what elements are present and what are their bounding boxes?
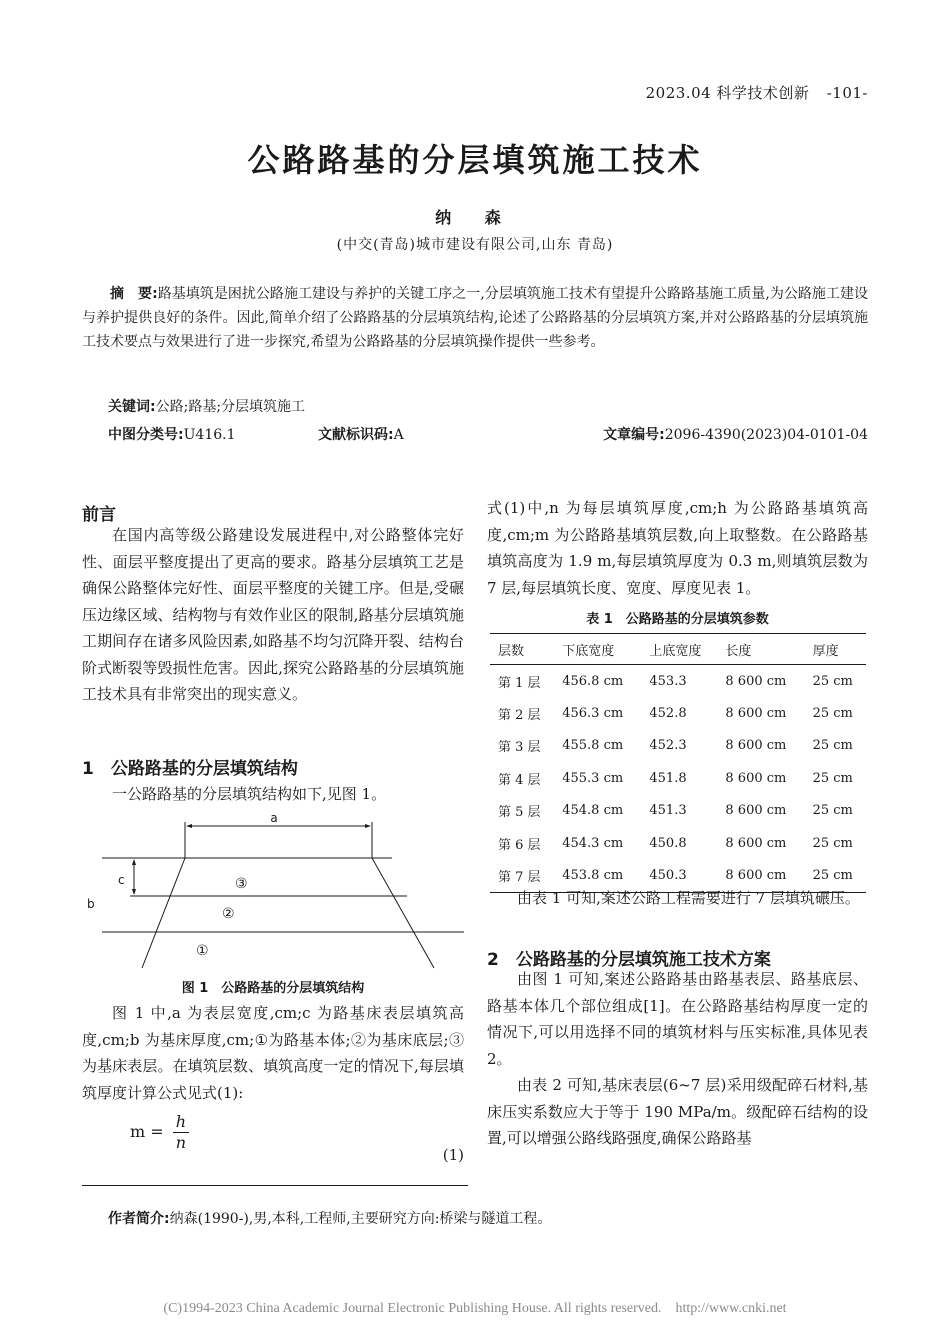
table-cell: 451.8 (649, 770, 687, 786)
table-cell: 456.3 cm (562, 706, 624, 722)
table-cell: 25 cm (812, 770, 853, 786)
table-cell: 第 7 层 (490, 859, 554, 892)
clc-label: 中图分类号: (108, 427, 184, 443)
keywords (108, 396, 305, 416)
table-cell: 第 2 层 (498, 708, 541, 724)
formula (130, 1112, 189, 1153)
table-cell: 8 600 cm (725, 770, 787, 786)
table-cell: 8 600 cm (725, 803, 787, 819)
table-cell: 452.8 (649, 706, 687, 722)
table-cell: 454.8 cm (562, 803, 624, 819)
page-header (646, 82, 868, 103)
table-cell: 8 600 cm (725, 706, 787, 722)
doc-code-label: 文献标识码: (318, 427, 394, 443)
table-cell: 25 cm (812, 835, 853, 851)
layer-parameter-table (490, 633, 866, 893)
table-summary: 由表 1 可知,案述公路工程需要进行 7 层填筑碾压。 (517, 889, 860, 907)
abstract-label: 摘 要: (110, 286, 158, 302)
label-layer-2: ② (222, 906, 235, 922)
arrow-a-left (186, 824, 192, 828)
table-caption: 表 1 公路路基的分层填筑参数 (586, 612, 769, 627)
keywords-value: 公路;路基;分层填筑施工 (155, 399, 306, 415)
section2-body (487, 966, 868, 1152)
doc-code-value: A (393, 427, 404, 443)
section2-paragraph-2: 由表 2 可知,基床表层(6~7 层)采用级配碎石材料,基床压实系数应大于等于 190 MPa/m。级配碎石结构的设置,可以增强公路线路强度,确保公路路基 (487, 1076, 868, 1147)
table-cell: 8 600 cm (717, 859, 804, 892)
table-cell: 第 6 层 (498, 837, 541, 853)
slope-left (142, 858, 185, 968)
table-cell: 450.8 (649, 835, 687, 851)
arrow-c-bottom (132, 889, 136, 895)
author-bio (108, 1208, 551, 1228)
table-row (490, 665, 866, 698)
paper-title: 公路路基的分层填筑施工技术 (247, 141, 703, 179)
formula-explanation: 式(1)中,n 为每层填筑厚度,cm;h 为公路路基填筑高度,cm;m 为公路路基填筑层数,向上取整数。在公路路基填筑高度为 1.9 m,每层填筑厚度为 0.3 m,则填筑层数为 7 层,每层填筑长度、宽度、厚度见表 1。 (487, 499, 868, 597)
abstract (82, 282, 868, 354)
table-cell: 452.3 (649, 738, 687, 754)
figure-caption: 图 1 公路路基的分层填筑结构 (181, 981, 365, 996)
table-cell: 25 cm (812, 706, 853, 722)
table-cell: 8 600 cm (725, 673, 787, 689)
table-cell: 454.3 cm (562, 835, 624, 851)
arrow-a-right (365, 824, 371, 828)
table-cell: 8 600 cm (725, 835, 787, 851)
table-cell: 第 1 层 (498, 675, 541, 691)
formula-lhs: m = (130, 1122, 164, 1141)
roadbed-structure-figure (82, 808, 464, 973)
journal-issue: 2023.04 科学技术创新 (645, 84, 810, 102)
page-number: -101- (826, 84, 868, 102)
table-cell: 25 cm (812, 738, 853, 754)
label-layer-3: ③ (235, 876, 248, 892)
table-cell: 451.3 (649, 803, 687, 819)
table-cell: 456.8 cm (562, 673, 624, 689)
formula-denominator: n (175, 1133, 187, 1152)
table-cell: 8 600 cm (725, 738, 787, 754)
intro-paragraph: 在国内高等级公路建设发展进程中,对公路整体完好性、面层平整度提出了更高的要求。路基分层填筑工艺是确保公路整体完好性、面层平整度的关键工序。但是,受碾压边缘区域、结构物与有效作业区的限制,路基分层填筑施工期间存在诸多风险因素,如路基不均匀沉降开裂、结构台阶式断裂等毁损性危害。因此,探究公路路基的分层填筑施工技术具有非常突出的现实意义。 (82, 526, 464, 703)
table-cell: 25 cm (805, 859, 866, 892)
table-cell: 455.3 cm (562, 770, 624, 786)
table-cell: 25 cm (812, 803, 853, 819)
section2-paragraph-1: 由图 1 可知,案述公路路基由路基表层、路基底层、路基本体几个部位组成[1]。在公路路基结构厚度一定的情况下,可以用选择不同的填筑材料与压实标准,具体见表 2。 (487, 970, 868, 1068)
author-bio-label: 作者简介: (108, 1211, 170, 1227)
clc-value: U416.1 (183, 427, 236, 443)
table-cell: 450.3 (641, 859, 717, 892)
article-number-value: 2096-4390(2023)04-0101-04 (664, 427, 868, 443)
table-row (490, 697, 866, 729)
table-header: 下底宽度 (554, 634, 641, 665)
formula-fraction (173, 1112, 189, 1153)
formula-number: (1) (442, 1146, 464, 1164)
table-row (490, 762, 866, 794)
keywords-label: 关键词: (108, 399, 156, 415)
section1-paragraph: 一公路路基的分层填筑结构如下,见图 1。 (112, 785, 387, 803)
slope-right (372, 858, 434, 968)
abstract-text: 路基填筑是困扰公路施工建设与养护的关键工序之一,分层填筑施工技术有望提升公路路基施工质量,为公路施工建设与养护提供良好的条件。因此,简单介绍了公路路基的分层填筑结构,论述了公路路基的分层填筑方案,并对公路路基的分层填筑施工技术要点与效果进行了进一步探究,希望为公路路基的分层填筑操作提供一些参考。 (82, 286, 868, 350)
table-cell: 453.8 cm (554, 859, 641, 892)
label-layer-1: ① (196, 943, 209, 959)
author-affiliation: (中交(青岛)城市建设有限公司,山东 青岛) (336, 237, 614, 253)
table-cell: 第 4 层 (498, 772, 541, 788)
table-cell: 25 cm (812, 673, 853, 689)
table-cell: 第 3 层 (498, 740, 541, 756)
label-c: c (118, 873, 125, 887)
copyright-notice: (C)1994-2023 China Academic Journal Electronic Publishing House. All rights reserved. http://www.cnki.net (163, 1301, 787, 1316)
table-header: 厚度 (805, 634, 866, 665)
table-header: 长度 (717, 634, 804, 665)
arrow-c-top (132, 859, 136, 865)
author-name: 纳 森 (435, 208, 515, 227)
table-header-row (490, 634, 866, 665)
formula-numerator: h (173, 1112, 189, 1133)
label-b: b (87, 897, 95, 911)
article-number (603, 424, 868, 444)
article-number-label: 文章编号: (603, 427, 665, 443)
table-header: 层数 (490, 634, 554, 665)
clc-number (108, 424, 236, 444)
document-code (318, 424, 404, 444)
table-cell: 453.3 (649, 673, 687, 689)
table-header: 上底宽度 (641, 634, 717, 665)
footnote-rule (82, 1185, 468, 1186)
figure-description: 图 1 中,a 为表层宽度,cm;c 为路基床表层填筑高度,cm;b 为基床厚度,cm;①为路基本体;②为基床底层;③为基床表层。在填筑层数、填筑高度一定的情况下,每层填筑厚度计算公式见式(1): (82, 1004, 464, 1102)
section1-heading: 1 公路路基的分层填筑结构 (82, 759, 298, 779)
intro-heading: 前言 (82, 505, 116, 525)
table-cell: 455.8 cm (562, 738, 624, 754)
author-bio-text: 纳森(1990-),男,本科,工程师,主要研究方向:桥梁与隧道工程。 (169, 1211, 552, 1227)
section2-heading: 2 公路路基的分层填筑施工技术方案 (487, 950, 771, 970)
table-cell: 第 5 层 (498, 805, 541, 821)
label-a: a (270, 811, 278, 825)
table-row (490, 827, 866, 859)
table-row (490, 730, 866, 762)
table-row (490, 795, 866, 827)
